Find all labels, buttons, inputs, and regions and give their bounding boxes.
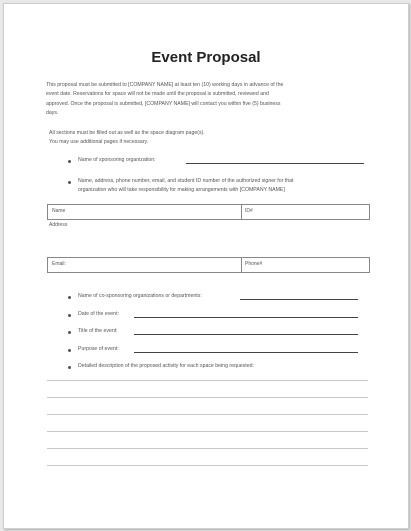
bullet-point [68, 331, 71, 334]
co-sponsoring-label: Name of co-sponsoring organizations or departments: [78, 293, 202, 299]
intro-line-4: days. [46, 110, 59, 117]
event-title-field[interactable] [134, 334, 358, 335]
description-line[interactable] [47, 465, 368, 466]
sponsoring-org-label: Name of sponsoring organization: [78, 157, 156, 163]
address-label: Address [49, 222, 68, 228]
description-line[interactable] [47, 431, 368, 432]
cell-divider [241, 258, 242, 272]
intro-line-1: This proposal must be submitted to [COMPANY NAME] at least ten (10) working days in advance of the [46, 82, 284, 88]
bullet-point [68, 181, 71, 184]
description-line[interactable] [47, 414, 368, 415]
document-page [3, 3, 409, 529]
instructions-line-1: All sections must be filled out as well as the space diagram page(s). [49, 130, 205, 136]
cell-divider [241, 205, 242, 219]
bullet-point [68, 296, 71, 299]
bullet-point [68, 366, 71, 369]
description-line[interactable] [47, 397, 368, 398]
id-cell-label: ID# [245, 208, 253, 214]
email-cell-label: Email: [52, 261, 66, 267]
instructions-line-2: You may use additional pages if necessary. [49, 139, 149, 146]
sponsoring-org-field[interactable] [186, 163, 364, 164]
instructions [49, 129, 375, 148]
signer-label-line-1: Name, address, phone number, email, and student ID number of the authorized signer for that [78, 178, 294, 184]
event-title-label: Title of the event: [78, 328, 118, 334]
page-title: Event Proposal [151, 49, 261, 66]
signer-label-line-2: organization who will take responsibility for making arrangements with [COMPANY NAME] [78, 187, 285, 193]
intro-line-2: event date. Reservations for space will not be made until the proposal is submitted, reviewed and [46, 91, 269, 98]
event-date-field[interactable] [134, 317, 358, 318]
description-line[interactable] [47, 380, 368, 381]
description-line[interactable] [47, 448, 368, 449]
phone-cell-label: Phone# [245, 261, 263, 267]
intro-paragraph [46, 81, 372, 119]
name-cell-label: Name [52, 208, 66, 214]
intro-line-3: approved. Once the proposal is submitted, [COMPANY NAME] will contact you within five (5) business [46, 100, 281, 107]
description-label: Detailed description of the proposed activity for each space being requested: [78, 363, 254, 369]
bullet-point [68, 160, 71, 163]
event-date-label: Date of the event: [78, 311, 119, 317]
email-phone-row [47, 257, 370, 273]
bullet-point [68, 349, 71, 352]
bullet-point [68, 314, 71, 317]
purpose-field[interactable] [134, 352, 358, 353]
purpose-label: Purpose of event: [78, 346, 119, 352]
co-sponsoring-field[interactable] [240, 299, 358, 300]
name-id-row [47, 204, 370, 220]
